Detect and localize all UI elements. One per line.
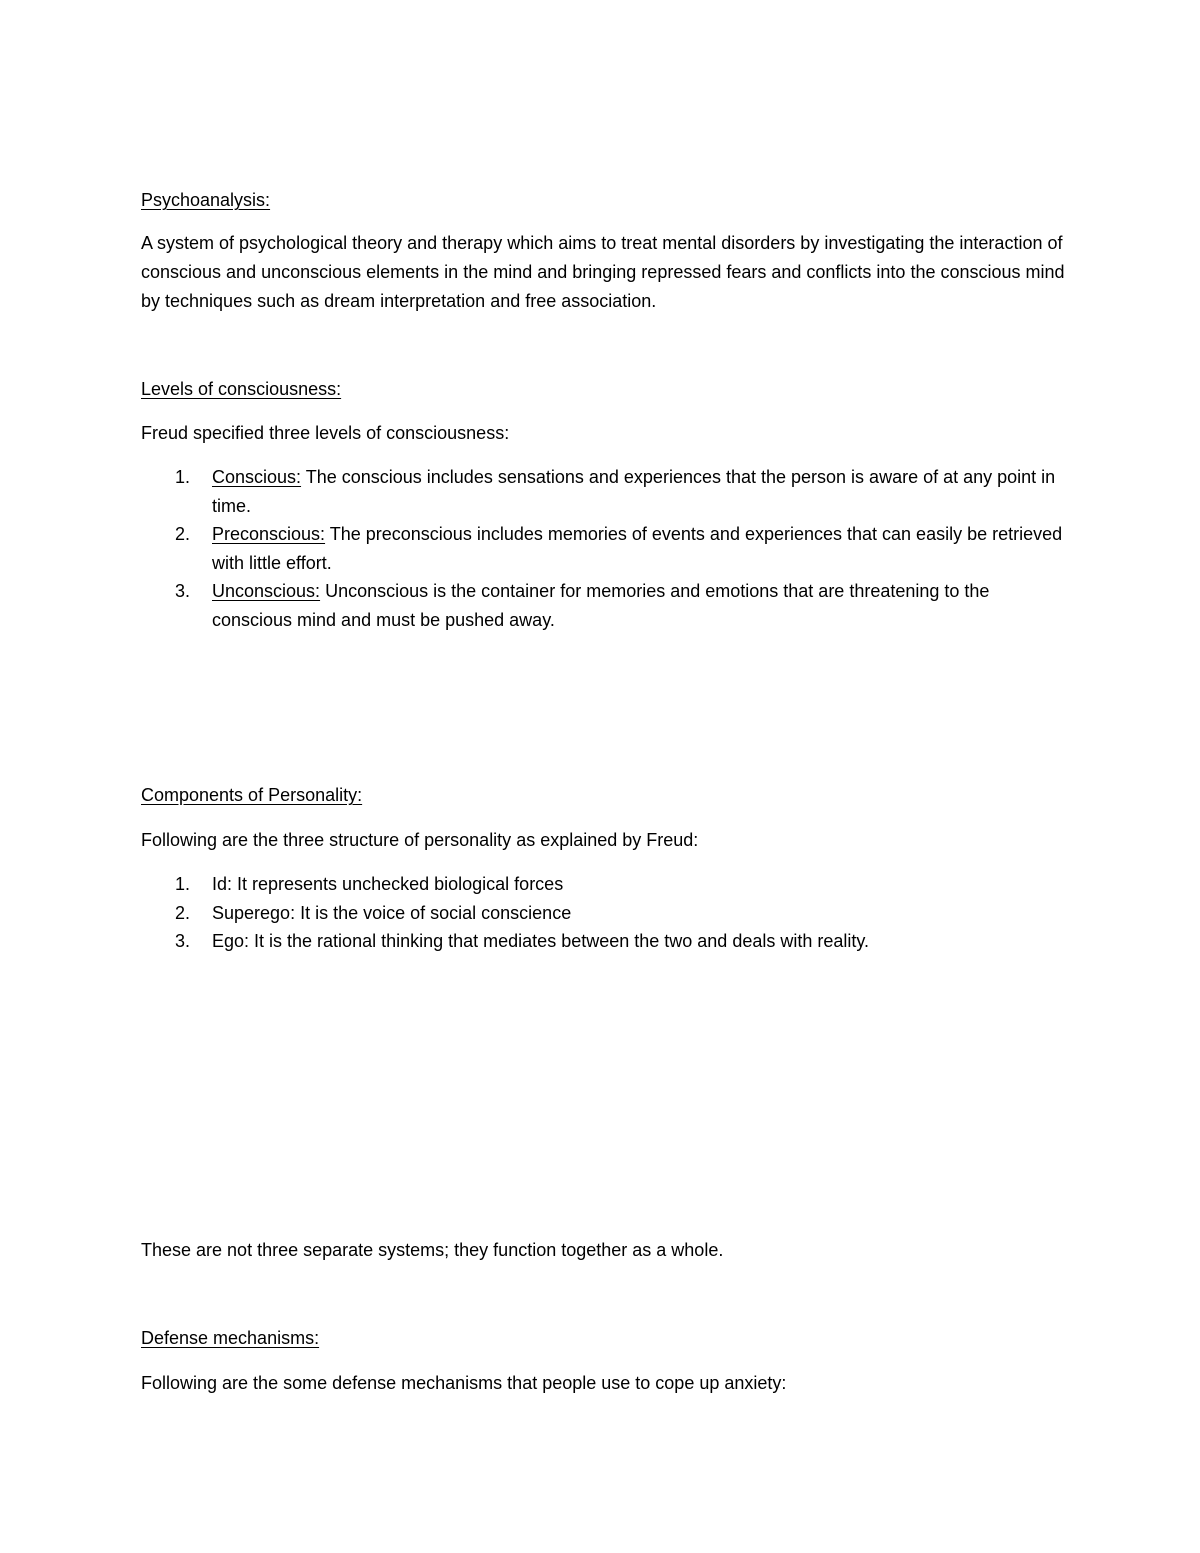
levels-heading: Levels of consciousness: xyxy=(141,379,342,399)
list-number: 2. xyxy=(175,524,191,544)
list-item xyxy=(141,870,1071,899)
psychoanalysis-definition: A system of psychological theory and therapy which aims to treat mental disorders by investigating the interaction of conscious and unconscious elements in the mind and bringing repressed fears and conflicts into the conscious mind by techniques such as dream interpretation and free association. xyxy=(141,233,1065,311)
psychoanalysis-heading: Psychoanalysis: xyxy=(141,190,271,210)
defense-intro: Following are the some defense mechanisms that people use to cope up anxiety: xyxy=(141,1373,787,1393)
list-number: 1. xyxy=(175,874,191,894)
list-item xyxy=(141,927,1071,956)
list-number: 3. xyxy=(175,581,191,601)
list-term: Unconscious: xyxy=(212,581,321,601)
list-item xyxy=(141,899,1071,928)
list-text: Ego: It is the rational thinking that mediates between the two and deals with reality. xyxy=(212,931,870,951)
levels-list xyxy=(141,463,1071,634)
components-intro: Following are the three structure of personality as explained by Freud: xyxy=(141,830,699,850)
components-heading: Components of Personality: xyxy=(141,785,363,805)
list-term: Conscious: xyxy=(212,467,302,487)
list-item xyxy=(141,577,1071,634)
list-item xyxy=(141,520,1071,577)
list-text: Id: It represents unchecked biological forces xyxy=(212,874,564,894)
list-text: Unconscious is the container for memories and emotions that are threatening to the conscious mind and must be pushed away. xyxy=(212,581,990,630)
levels-intro: Freud specified three levels of consciousness: xyxy=(141,423,510,443)
list-item xyxy=(141,463,1071,520)
list-text: The conscious includes sensations and experiences that the person is aware of at any point in time. xyxy=(212,467,1056,516)
components-note: These are not three separate systems; they function together as a whole. xyxy=(141,1240,724,1260)
defense-heading: Defense mechanisms: xyxy=(141,1328,320,1348)
list-number: 3. xyxy=(175,931,191,951)
list-term: Preconscious: xyxy=(212,524,326,544)
list-text: Superego: It is the voice of social conscience xyxy=(212,902,572,923)
list-number: 1. xyxy=(175,467,191,487)
components-list xyxy=(141,870,1071,956)
list-text: The preconscious includes memories of events and experiences that can easily be retrieved with little effort. xyxy=(212,524,1063,573)
list-number: 2. xyxy=(175,902,191,923)
